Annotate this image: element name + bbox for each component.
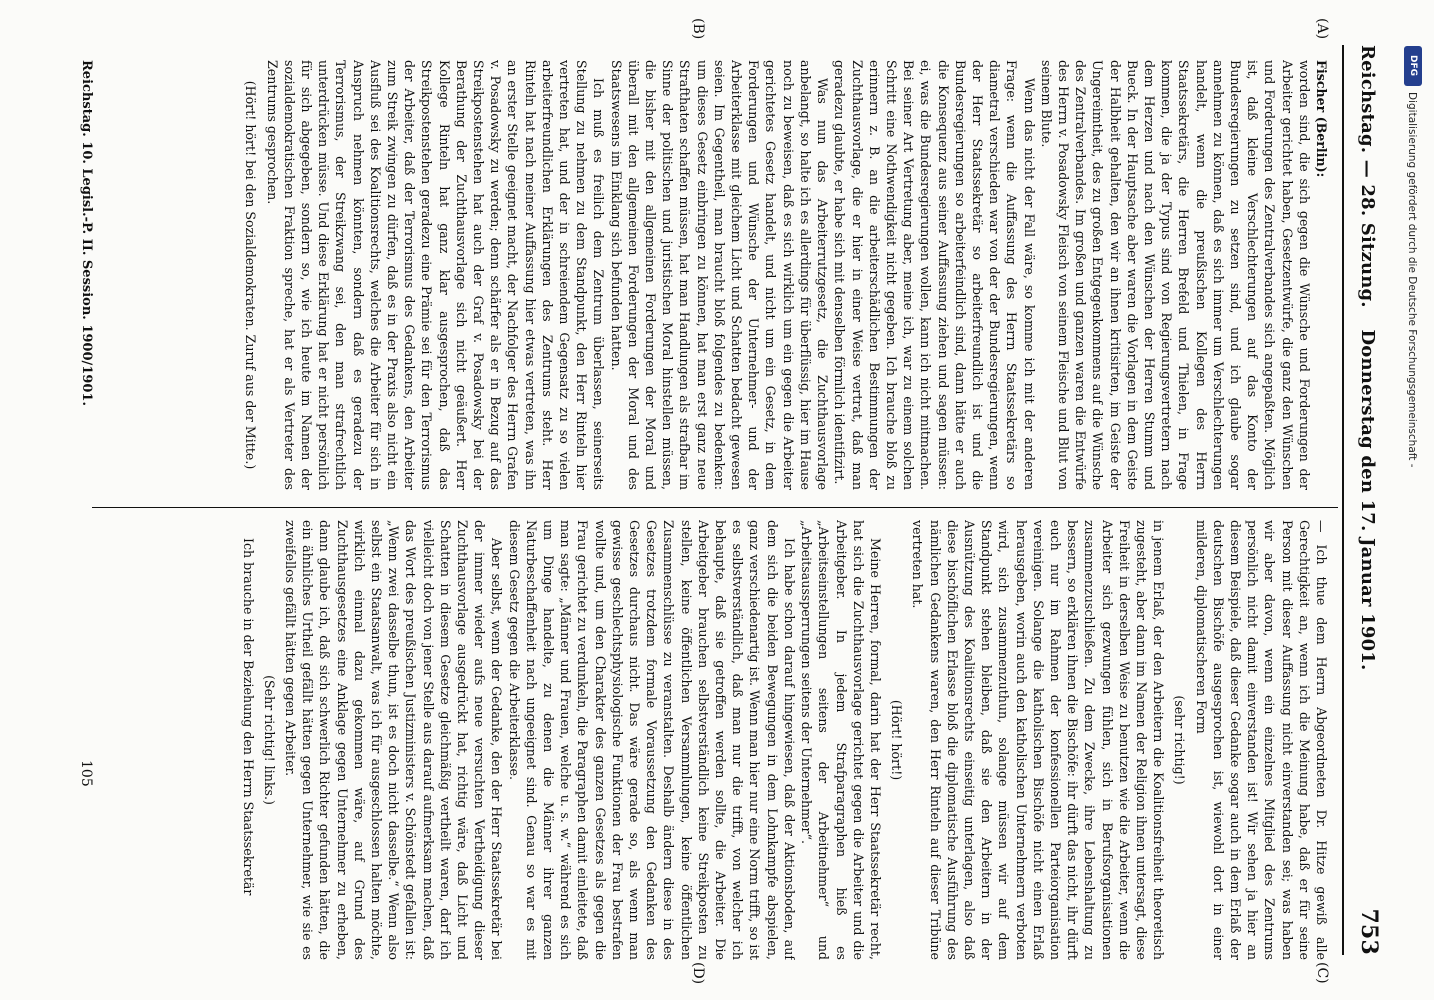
speaker-name: Fischer (Berlin):	[1314, 60, 1329, 178]
left-column	[120, 60, 1330, 490]
paragraph: Ich brauche in der Beziehung den Herrn Staatssekretär	[240, 538, 256, 896]
page-footer: Reichstag. 10. Legisl.-P. II. Session. 1900/1901.	[79, 60, 94, 406]
column-divider	[92, 507, 1338, 508]
dfg-logo: DFG	[1404, 46, 1422, 86]
header-session: Reichstag. — 28. Sitzung.	[1357, 45, 1378, 308]
paragraph: Wenn das nicht der Fall wäre, so komme ich mit der anderen Frage: wenn die Auffassung des Herrn Staatssekretärs so diametral verschieden war von der der Bundesregierungen, wenn der Herr Staatssekretär so arbeiterfreundlich ist und die Bundesregierungen so arbeiterfeindlich sind, dann hätte er auch die Konsequenz aus seiner Auffassung ziehen und sagen müssen: ei, was die Bundesregierungen wollen, kann ich nicht mitmachen. Bei seiner Art Vertretung aber, meine ich, war zu einem solchen Schritt eine Nothwendigkeit nicht gegeben. Ich brauche bloß zu erinnern z. B. an die arbeiterschädlichen Bestimmungen der Zuchthausvorlage, die er hier in einer Weise vertrat, daß man geradezu glaubte, er habe sich mit denselben förmlich identifizirt.	[832, 60, 1037, 490]
interjection: (Sehr richtig! links.)	[261, 675, 277, 805]
paragraph: worden sind, die sich gegen die Wünsche und Forderungen der Arbeiter gerichtet haben, Gesetzentwürfe, die ganz den Wünschen und Forderungen des Zentralverbandes sich angepaßten. Möglich ist, daß kleine Verschlechterungen auf das Konto der Bundesregierungen zu setzen sind, und ich glaube sogar annehmen zu können, daß es sich immer um Verschlechterungen handelt, wenn die preußischen Kollegen des Herrn Staatssekretärs, die Herren Brefeld und Thielen, in Frage kommen, die ja der Typus sind von Regierungsvertretern nach dem Herzen und nach den Wünschen der Herren Stumm und Bueck. In der Hauptsache aber waren die Vorlagen in dem Geiste der Halbheit gehalten, den wir an ihnen kritisirten, im Geiste der Ungereimtheit, des zu großen Entgegenkommens auf die Wünsche des Zentralverbandes. Im großen und ganzen waren die Entwürfe des Herrn v. Posadowsky Fleisch von seinem Fleische und Blut von seinem Blute.	[1038, 60, 1312, 490]
paragraph: Meine Herren, formal, darin hat der Herr Staatssekretär recht, hat sich die Zuchthausvorlage gerichtet gegen die Arbeiter und die Arbeitgeber. In jedem Strafparagraphen hieß es „Arbeitseinstellungen seitens der Arbeitnehmer“ und „Arbeitsaussperrungen seitens der Unternehmer“.	[799, 520, 883, 960]
interjection: (Hört! hört! bei den Sozialdemokraten. Zuruf aus der Mitte.)	[243, 80, 259, 470]
margin-marker-a: (A)	[1314, 18, 1330, 40]
paragraph: — Ich thue dem Herrn Abgeordneten Dr. Hitze gewiß alle Gerechtigkeit an, wenn ich die Meinung habe, daß er für seine Person mit dieser Auffassung nicht einverstanden sei; was haben wir aber davon, wenn ein einzelnes Mitglied des Zentrums persönlich nicht damit einverstanden ist! Wir sehen ja hier an diesem Beispiele, daß dieser Gedanke sogar auch in dem Erlaß der deutschen Bischöfe ausgesprochen ist, wiewohl dort in einer milderen, diplomatischeren Form	[1193, 520, 1329, 960]
sheet-number: 105	[78, 760, 94, 787]
paragraph: Was nun das Arbeiterrutzgesetz, die Zuchthausvorlage anbelangt, so halte ich es allerdings für überflüssig, hier im Hause noch zu beweisen, daß es sich wirklich um ein gegen die Arbeiter gerichtetes Gesetz handelt, und nicht um ein Gesetz, in dem Forderungen und Wünsche der Unternehmer- und der Arbeiterklasse mit gleichem Licht und Schatten bedacht gewesen seien. Im Gegentheil, man braucht bloß folgendes zu bedenken: um dieses Gesetz einbringen zu können, hat man erst ganz neue Strafthaten schaffen müssen, hat man Handlungen als strafbar im Sinne der politischen und juristischen Moral hinstellen müssen, die bisher mit den allgemeinen Forderungen der Moral und überall mit den allgemeinen Forderungen der Moral und des Staatswesens im Einklang sich befunden hatten.	[608, 60, 831, 490]
paragraph: Aber selbst, wenn der Gedanke, den der Herr Staatssekretär bei der immer wieder aufs neue versuchten Vertheidigung dieser Zuchthausvorlage ausgedrückt hat, richtig wäre, daß Licht und Schatten in diesem Gesetze gleichmäßig vertheilt waren, darf ich vielleicht doch von jener Stelle aus darauf aufmerksam machen, daß das Wort des preußischen Justizministers v. Schönstedt gefallen ist: „Wenn zwei dasselbe thun, ist es doch nicht dasselbe.“ Wenn also selbst ein Staatsanwalt, was ich für ausgeschlossen halten möchte, wirklich einmal dazu gekommen wäre, auf Grund des Zuchthausgesetzes eine Anklage gegen Unternehmer zu erheben, dann glaube ich, daß sich schwerlich Richter gefunden hätten, die ein ähnliches Urtheil gefällt hätten gegen Unternehmer, wie sie es zweifellos gefällt hätten gegen Arbeiter.	[283, 520, 505, 960]
interjection: (Hört! hört!)	[889, 699, 905, 781]
watermark-text: Digitalisierung gefördert durch die Deutsche Forschungsgemeinschaft -	[1406, 92, 1418, 468]
digitization-watermark	[1400, 40, 1430, 600]
interjection: (sehr richtig!)	[1172, 695, 1188, 785]
paragraph: in jenem Erlaß, der den Arbeitern die Koalitionsfreiheit theoretisch zugesteht, aber dann im Namen der Religion ihnen untersagt, diese Freiheit in derselben Weise zu benutzen wie die Arbeiter, wenn die Arbeiter sich gezwungen fühlen, sich in Berufsorganisationen zusammenzuschließen. Zu dem Zwecke, ihre Lebenshaltung zu bessern, so erklären ihnen die Bischöfe: ihr dürft das nicht, ihr dürft euch nur im Rahmen der konfessionellen Parteiorganisation vereinigen. Solange die katholischen Bischöfe nicht einen Erlaß herausgeben, worin auch den katholischen Unternehmern verboten wird, sich zusammenzuthun, solange müssen wir auf dem Standpunkt stehen bleiben, daß sie den Arbeitern in der Ausnützung des Koalitionsrechts einseitig unterlagen, also daß diese bischöflichen Erlasse bloß die diplomatische Ausführung des nämlichen Gedankens waren, den Herr Rinteln auf dieser Tribüne vertreten hat.	[910, 520, 1167, 960]
header-rule	[1342, 45, 1344, 955]
page-number: 753	[1356, 908, 1382, 955]
paragraph: Ich muß es freilich dem Zentrum überlassen, seinerseits Stellung zu nehmen zu dem Standpunkt, den Herr Rinteln hier vertreten hat, und der in schreiendem Gegensatz zu so vielen arbeiterfreundlichen Erklärungen des Zentrums steht. Herr Rinteln hat nach meiner Auffassung hier etwas vertreten, was ihn an erster Stelle geeignet macht, der Nachfolger des Herrn Grafen v. Posadowsky zu werden; denn schärfer als er in Bezug auf das Streikpostenstehen hat auch der Graf v. Posadowsky bei der Berathung der Zuchthausvorlage sich nicht geäußert. Herr Kollege Rinteln hat ganz klar ausgesprochen, daß das Streikpostenstehen geradezu eine Prämie sei für den Terrorismus der Arbeiter, daß der Terrorismus des Gedankens, den Arbeiter zum Streik zwingen zu dürfen, daß es in der Praxis also nicht ein Ausfluß sei des Koalitionsrechts, welches die Arbeiter für sich in Anspruch nehmen könnten, sondern daß es geradezu der Terrorismus, der Streikzwang sei, den man strafrechtlich unterdrücken müsse. Und diese Erklärung hat er nicht persönlich für sich abgegeben, sondern so, wie ich heute im Namen der sozialdemokratischen Fraktion spreche, hat er als Vertreter des Zentrums gesprochen.	[264, 60, 607, 490]
header-date: Donnerstag den 17. Januar 1901.	[1357, 329, 1378, 671]
margin-marker-b: (B)	[690, 18, 706, 40]
page-header	[1352, 45, 1382, 955]
paragraph: Ich habe schon darauf hingewiesen, daß der Aktionsboden, auf dem sich die beiden Bewegungen in dem Lohnkampfe abspielen, ganz verschiedenartig ist. Wenn man hier nur eine Norm trifft, so ist es selbstverständlich, daß man nur die trifft, von welcher ich behaupte, daß sie getroffen werden sollte, die Arbeiter. Die Arbeitgeber brauchen selbstverständlich keine Streikposten zu stellen, keine öffentlichen Versammlungen, keine öffentlichen Zusammenschlüsse zu veranstalten. Deshalb ändern diese in des Gesetzes trotzdem formale Voraussetzung den Gedanken des Gesetzes durchaus nicht. Das wäre gerade so, als wenn man gewisse geschlechtsphysiologische Funktionen der Frau bestrafen wollte und, um den Charakter des ganzen Gesetzes als gegen die Frau gerichtet zu verdunkeln, die Paragraphen damit einleitete, daß man sagte: „Männer und Frauen, welche u. s. w.“ während es sich um Dinge handelte, zu denen die Männer ihrer ganzen Naturbeschaffenheit nach ungeeignet sind. Genau so war es mit diesem Gesetz gegen die Arbeiterklasse.	[506, 520, 797, 960]
margin-marker-d: (D)	[690, 962, 706, 985]
right-column	[120, 520, 1330, 960]
margin-marker-c: (C)	[1314, 962, 1330, 984]
